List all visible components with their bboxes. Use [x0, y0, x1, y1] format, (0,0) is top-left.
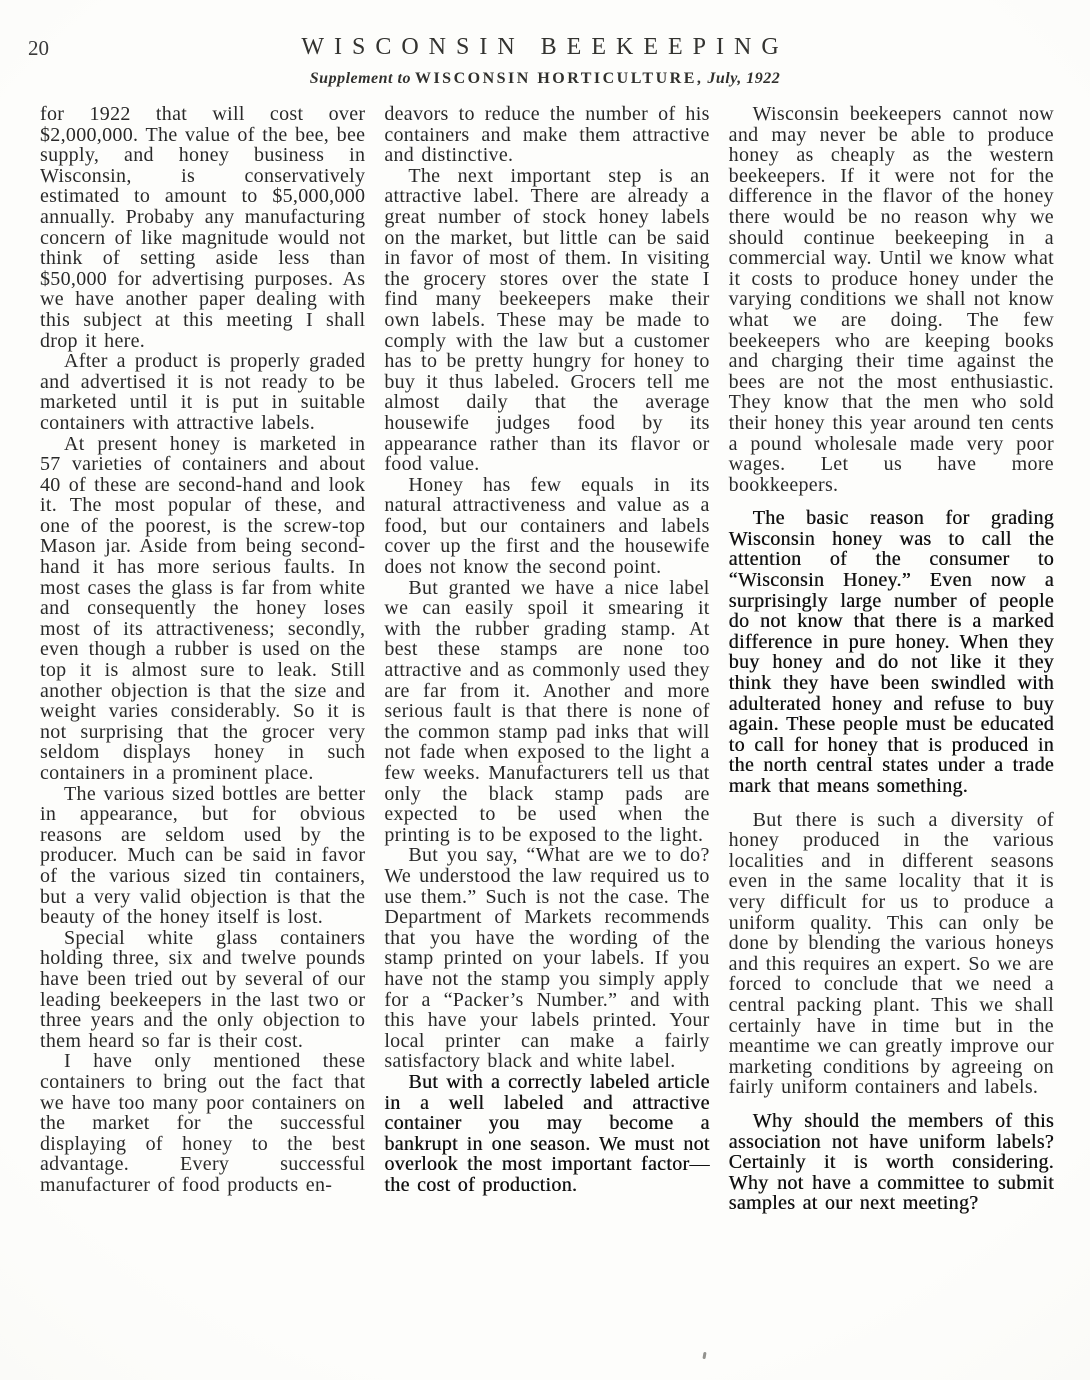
- page-number: 20: [28, 36, 49, 60]
- scan-artifact: [702, 1352, 706, 1359]
- paragraph: Honey has few equals in its natural attractiveness and value as a food, but our containers and labels cover up the first and the housewife does not know the second point.: [384, 473, 710, 579]
- column-3: [729, 104, 1054, 1214]
- subtitle-publication: WISCONSIN HORTICULTURE,: [414, 70, 704, 87]
- paragraph: for 1922 that will cost over $2,000,000. The value of the bee, bee supply, and honey business in Wisconsin, is conservatively estimated to amount to $5,000,000 annually. Probaby any manufacturing concern of like magnitude would not think of setting aside less than $50,000 for advertising purposes. As we have another paper dealing with this subject at this meeting I shall drop it here.: [40, 103, 366, 352]
- column-2: [384, 104, 709, 1214]
- paragraph: But granted we have a nice label we can easily spoil it smearing it with the rubber grading stamp. At best these stamps are none too attractive and as commonly used they are far from it. Another and more serious fault is that there is none of the common stamp pad inks that will not fade when exposed to the light a few weeks. Manufacturers tell us that only the black stamp pads are expected to be used when the printing is to be exposed to the light.: [384, 576, 710, 846]
- paragraph: Special white glass containers holding three, six and twelve pounds have been tried out by several of our leading beekeepers in the last two or three years and the only objection to them heard so far is their cost.: [40, 926, 366, 1052]
- paragraph: The basic reason for grading Wisconsin honey was to call the attention of the consumer to “Wisconsin Honey.” Even now a surprisingly large number of people do not know that there is a marked difference in pure honey. When they buy honey and do not like it they think they have been swindled with adulterated honey and refuse to buy again. These people must be educated to call for honey that is produced in the north central states under a trade mark that means something.: [728, 507, 1054, 797]
- paragraph: Why should the members of this association not have uniform labels? Certainly it is worth considering. Why not have a committee to submit samples at our next meeting?: [728, 1109, 1054, 1215]
- subtitle-prefix: Supplement to: [309, 70, 411, 87]
- paragraph: I have only mentioned these containers to bring out the fact that we have too many poor containers on the market for the successful displaying of honey to the best advantage. Every successful manufacturer of food products en-: [40, 1050, 366, 1196]
- paragraph: At present honey is marketed in 57 varieties of containers and about 40 of these are second-hand and look it. The most popular of these, and one of the poorest, is the screw-top Mason jar. Aside from being second-hand it has more serious faults. In most cases the glass is far from white and consequently the honey loses most of its attractiveness; secondly, even though a rubber is used on the top it is almost sure to leak. Still another objection is that the size and weight varies considerably. So it is not surprising that the grocer very seldom displays honey in such containers in a prominent place.: [40, 432, 366, 784]
- subtitle-date: July, 1922: [707, 70, 781, 87]
- paragraph: The various sized bottles are better in appearance, but for obvious reasons are seldom used by the producer. Much can be said in favor of the various sized tin containers, but a very valid objection is that the beauty of the honey itself is lost.: [40, 782, 366, 929]
- paragraph: But you say, “What are we to do? We understood the law required us to use them.” Such is not the case. The Department of Markets recommends that you have the wording of the stamp printed on your labels. If you have not the stamp you simply apply for a “Packer’s Number.” and with this have your labels printed. Your local printer can make a fairly satisfactory black and white label.: [384, 844, 710, 1073]
- paragraph: But there is such a diversity of honey produced in the various localities and in different seasons even in the same locality that it is very difficult for us to produce a uniform quality. This can only be done by blending the various honeys and this requires an expert. So we are forced to conclude that we need a central packing plant. This we shall certainly have in time but in the meantime we can greatly improve our marketing conditions by agreeing on fairly uniform containers and labels.: [728, 808, 1054, 1099]
- column-1: [40, 104, 365, 1214]
- paragraph: But with a correctly labeled article in a well labeled and attractive container you may become a bankrupt in one season. We must not overlook the most important factor—the cost of production.: [384, 1070, 710, 1196]
- article-columns: [40, 104, 1054, 1214]
- paragraph: Wisconsin beekeepers cannot now and may never be able to produce honey as cheaply as the western beekeepers. If it were not for the difference in the flavor of the honey there would be no reason why we should continue beekeeping in a commercial way. Until we know what it costs to produce honey under the varying conditions we shall not know what we are doing. The few beekeepers who are keeping books and charging their time against the bees are not the most enthusiastic. They know that the men who sold their honey this year around ten cents a pound wholesale made very poor wages. Let us have more bookkeepers.: [728, 103, 1054, 496]
- page-title: WISCONSIN BEEKEEPING: [301, 34, 789, 60]
- page-subtitle: [0, 70, 1090, 88]
- paragraph: The next important step is an attractive label. There are already a great number of stock honey labels on the market, but little can be said in favor of most of them. In visiting the grocery stores over the state I find many beekeepers make their own labels. These may be made to comply with the law but a customer has to be pretty hungry for honey to buy it thus labeled. Grocers tell me almost daily that the average housewife judges food by its appearance rather than its flavor or food value.: [384, 164, 710, 476]
- paragraph: After a product is properly graded and advertised it is not ready to be marketed until it is put in suitable containers with attractive labels.: [40, 350, 366, 434]
- paragraph: deavors to reduce the number of his containers and make them attractive and distinctive.: [384, 103, 710, 167]
